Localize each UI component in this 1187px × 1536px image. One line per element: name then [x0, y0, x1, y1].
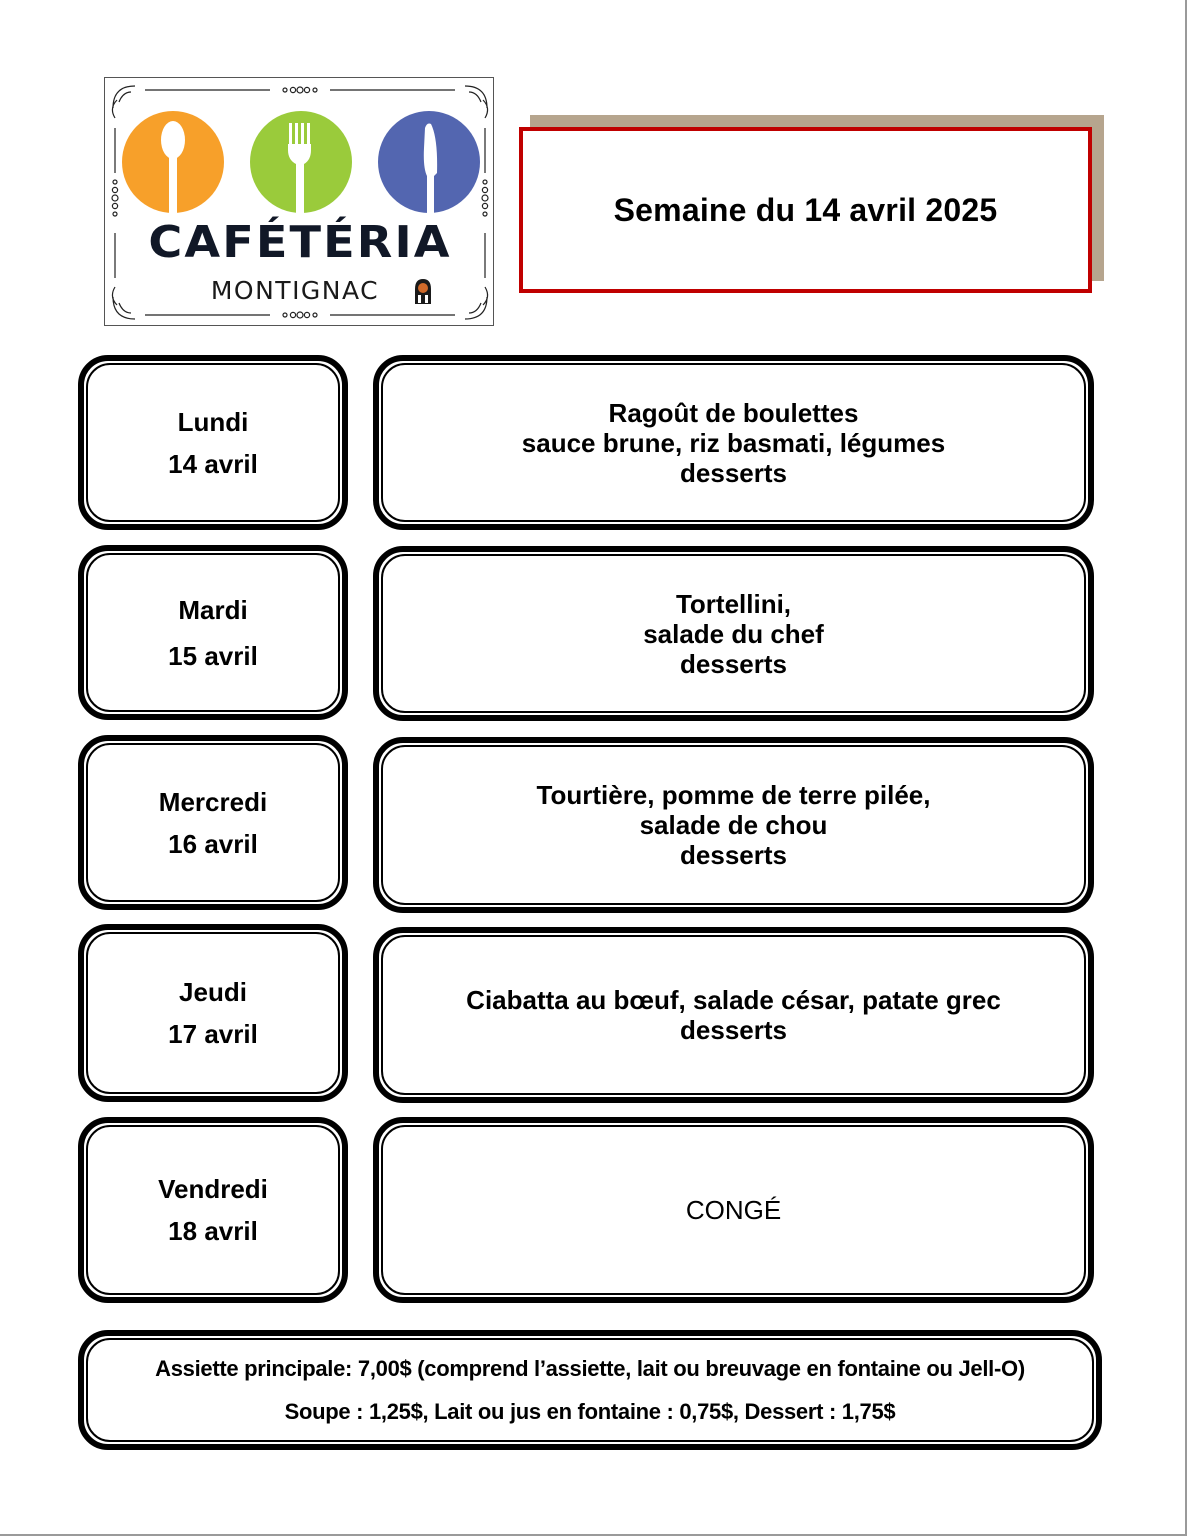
day-date: 16 avril	[168, 828, 258, 859]
day-date: 17 avril	[168, 1019, 258, 1049]
pricing-line-extras: Soupe : 1,25$, Lait ou jus en fontaine : 0,75$, Dessert : 1,75$	[284, 1399, 896, 1424]
day-box-vendredi	[78, 1117, 348, 1303]
day-date: 18 avril	[168, 1216, 258, 1246]
day-date: 14 avril	[168, 448, 258, 479]
menu-line: CONGÉ	[685, 1195, 782, 1225]
montignac-emblem-icon	[415, 279, 431, 304]
day-box-jeudi	[78, 924, 348, 1102]
menu-line: desserts	[680, 648, 787, 679]
menu-box-vendredi	[373, 1117, 1094, 1303]
logo-subtitle: MONTIGNAC	[210, 276, 380, 305]
day-name: Jeudi	[179, 977, 247, 1007]
cafeteria-logo	[104, 77, 494, 326]
week-title: Semaine du 14 avril 2025	[613, 191, 998, 228]
menu-line: salade du chef	[643, 618, 824, 649]
menu-line: Tourtière, pomme de terre pilée,	[536, 780, 931, 810]
day-box-mercredi	[78, 735, 348, 910]
menu-line: salade de chou	[639, 810, 828, 840]
menu-box-mardi	[373, 546, 1094, 721]
menu-line: Ciabatta au bœuf, salade césar, patate grec	[466, 985, 1001, 1015]
pricing-box	[78, 1330, 1102, 1450]
menu-line: sauce brune, riz basmati, légumes	[521, 427, 946, 458]
menu-box-lundi	[373, 355, 1094, 530]
day-name: Lundi	[177, 406, 249, 437]
day-date: 15 avril	[168, 640, 258, 671]
week-title-box	[519, 127, 1092, 293]
menu-line: Tortellini,	[675, 588, 792, 619]
day-box-lundi	[78, 355, 348, 530]
day-name: Mardi	[178, 594, 248, 625]
menu-box-mercredi	[373, 737, 1094, 913]
day-name: Vendredi	[158, 1174, 268, 1204]
day-box-mardi	[78, 545, 348, 720]
menu-line: desserts	[680, 840, 787, 870]
day-name: Mercredi	[158, 786, 268, 817]
menu-line: desserts	[680, 1015, 787, 1045]
pricing-line-main: Assiette principale: 7,00$ (comprend l’assiette, lait ou breuvage en fontaine ou Jell-O)	[155, 1356, 1025, 1381]
logo-title: CAFÉTÉRIA	[148, 217, 452, 268]
menu-line: Ragoût de boulettes	[608, 397, 859, 428]
menu-line: desserts	[680, 457, 787, 488]
menu-box-jeudi	[373, 927, 1094, 1103]
